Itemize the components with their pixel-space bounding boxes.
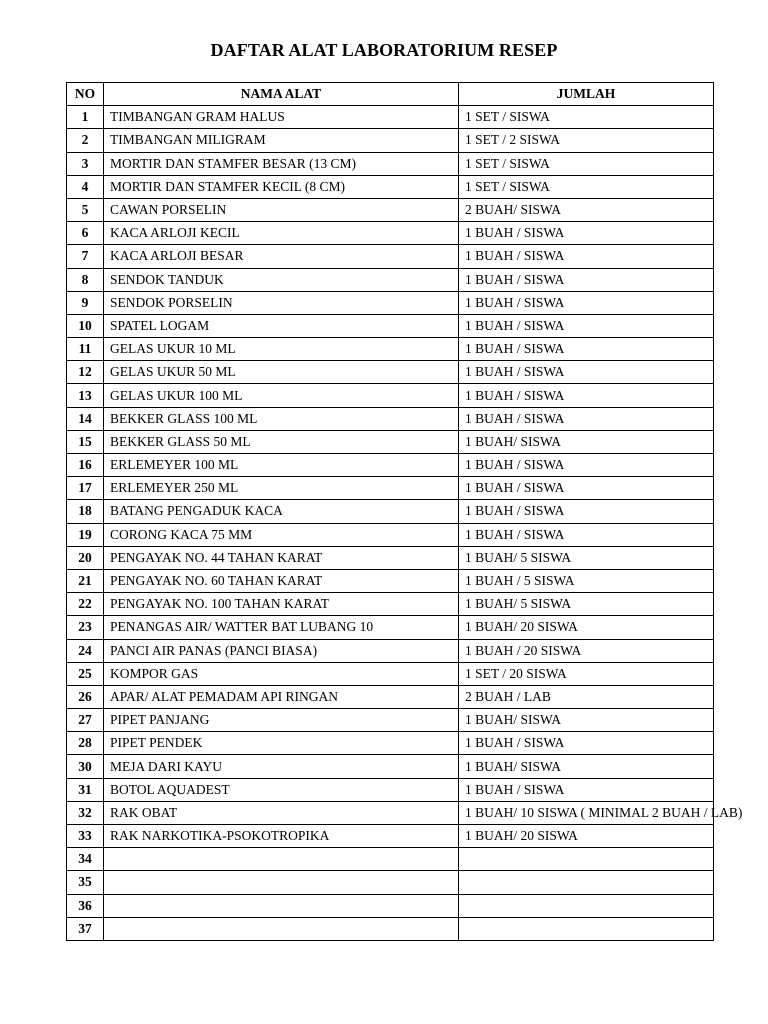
table-row [67, 477, 714, 500]
item-quantity: 2 BUAH / LAB [459, 685, 714, 708]
table-row [67, 384, 714, 407]
item-name: ERLEMEYER 100 ML [104, 454, 459, 477]
item-quantity: 1 BUAH/ 10 SISWA ( MINIMAL 2 BUAH / LAB) [459, 801, 714, 824]
table-row [67, 338, 714, 361]
row-number: 23 [67, 616, 104, 639]
row-number: 15 [67, 430, 104, 453]
item-name: SPATEL LOGAM [104, 314, 459, 337]
item-quantity: 1 BUAH / SISWA [459, 778, 714, 801]
row-number: 33 [67, 825, 104, 848]
item-quantity: 1 BUAH / SISWA [459, 291, 714, 314]
row-number: 1 [67, 106, 104, 129]
item-name: ERLEMEYER 250 ML [104, 477, 459, 500]
item-name: GELAS UKUR 10 ML [104, 338, 459, 361]
row-number: 18 [67, 500, 104, 523]
item-quantity: 1 BUAH / SISWA [459, 477, 714, 500]
row-number: 17 [67, 477, 104, 500]
item-quantity: 1 BUAH/ SISWA [459, 430, 714, 453]
item-name: SENDOK TANDUK [104, 268, 459, 291]
table-row [67, 894, 714, 917]
row-number: 25 [67, 662, 104, 685]
item-name: RAK NARKOTIKA-PSOKOTROPIKA [104, 825, 459, 848]
item-name: KACA ARLOJI BESAR [104, 245, 459, 268]
row-number: 9 [67, 291, 104, 314]
item-quantity: 1 SET / 20 SISWA [459, 662, 714, 685]
table-row [67, 500, 714, 523]
table-row [67, 175, 714, 198]
table-row [67, 848, 714, 871]
table-row [67, 732, 714, 755]
table-row [67, 871, 714, 894]
table-row [67, 314, 714, 337]
table-header-row [67, 83, 714, 106]
item-name: RAK OBAT [104, 801, 459, 824]
item-name: TIMBANGAN GRAM HALUS [104, 106, 459, 129]
item-name: PIPET PENDEK [104, 732, 459, 755]
item-name: CORONG KACA 75 MM [104, 523, 459, 546]
row-number: 26 [67, 685, 104, 708]
item-quantity: 1 SET / SISWA [459, 152, 714, 175]
table-row [67, 616, 714, 639]
row-number: 11 [67, 338, 104, 361]
table-row [67, 662, 714, 685]
row-number: 37 [67, 917, 104, 940]
item-quantity: 1 BUAH/ SISWA [459, 709, 714, 732]
table-row [67, 245, 714, 268]
row-number: 34 [67, 848, 104, 871]
equipment-table [66, 82, 743, 941]
item-name [104, 848, 459, 871]
row-number: 24 [67, 639, 104, 662]
item-name: PENGAYAK NO. 60 TAHAN KARAT [104, 569, 459, 592]
item-quantity: 1 BUAH / SISWA [459, 245, 714, 268]
header-qty: JUMLAH [459, 83, 714, 106]
row-number: 22 [67, 593, 104, 616]
item-quantity [459, 848, 714, 871]
row-number: 4 [67, 175, 104, 198]
row-number: 16 [67, 454, 104, 477]
table-row [67, 569, 714, 592]
row-number: 7 [67, 245, 104, 268]
table-row [67, 106, 714, 129]
item-name: TIMBANGAN MILIGRAM [104, 129, 459, 152]
item-quantity: 1 SET / SISWA [459, 106, 714, 129]
item-name: CAWAN PORSELIN [104, 198, 459, 221]
item-quantity: 1 BUAH/ 5 SISWA [459, 546, 714, 569]
table-row [67, 198, 714, 221]
table-body [67, 106, 743, 941]
header-name: NAMA ALAT [104, 83, 459, 106]
item-name: MEJA DARI KAYU [104, 755, 459, 778]
table-row [67, 430, 714, 453]
item-name: GELAS UKUR 100 ML [104, 384, 459, 407]
item-name: PENGAYAK NO. 100 TAHAN KARAT [104, 593, 459, 616]
item-quantity: 1 BUAH / SISWA [459, 384, 714, 407]
item-quantity [459, 917, 714, 940]
table-row [67, 825, 714, 848]
item-quantity: 1 BUAH/ 20 SISWA [459, 616, 714, 639]
row-number: 30 [67, 755, 104, 778]
row-number: 36 [67, 894, 104, 917]
row-number: 14 [67, 407, 104, 430]
table-row [67, 778, 714, 801]
item-quantity: 1 BUAH / SISWA [459, 523, 714, 546]
row-number: 35 [67, 871, 104, 894]
item-name: PANCI AIR PANAS (PANCI BIASA) [104, 639, 459, 662]
item-quantity: 1 BUAH / SISWA [459, 314, 714, 337]
row-number: 21 [67, 569, 104, 592]
table-row [67, 801, 714, 824]
item-name [104, 917, 459, 940]
item-quantity: 1 BUAH / SISWA [459, 732, 714, 755]
table-row [67, 361, 714, 384]
row-number: 5 [67, 198, 104, 221]
item-quantity: 1 BUAH / SISWA [459, 407, 714, 430]
table-row [67, 268, 714, 291]
item-name: BATANG PENGADUK KACA [104, 500, 459, 523]
item-quantity: 1 BUAH/ 5 SISWA [459, 593, 714, 616]
table-row [67, 546, 714, 569]
item-quantity: 1 BUAH / SISWA [459, 268, 714, 291]
row-number: 31 [67, 778, 104, 801]
item-quantity: 1 SET / SISWA [459, 175, 714, 198]
table-row [67, 755, 714, 778]
item-quantity [459, 871, 714, 894]
table-row [67, 523, 714, 546]
row-number: 2 [67, 129, 104, 152]
table-row [67, 129, 714, 152]
item-quantity: 1 BUAH / 20 SISWA [459, 639, 714, 662]
item-name: SENDOK PORSELIN [104, 291, 459, 314]
item-quantity: 1 BUAH / SISWA [459, 500, 714, 523]
item-quantity: 1 BUAH/ 20 SISWA [459, 825, 714, 848]
item-quantity: 1 BUAH / SISWA [459, 338, 714, 361]
table-row [67, 709, 714, 732]
row-number: 32 [67, 801, 104, 824]
table-row [67, 222, 714, 245]
item-name: MORTIR DAN STAMFER KECIL (8 CM) [104, 175, 459, 198]
item-name [104, 894, 459, 917]
item-quantity: 1 SET / 2 SISWA [459, 129, 714, 152]
table-row [67, 152, 714, 175]
item-name: PIPET PANJANG [104, 709, 459, 732]
item-name: APAR/ ALAT PEMADAM API RINGAN [104, 685, 459, 708]
item-quantity: 1 BUAH/ SISWA [459, 755, 714, 778]
page-title: DAFTAR ALAT LABORATORIUM RESEP [210, 40, 558, 60]
row-number: 8 [67, 268, 104, 291]
row-number: 27 [67, 709, 104, 732]
row-number: 12 [67, 361, 104, 384]
row-number: 3 [67, 152, 104, 175]
item-name [104, 871, 459, 894]
item-quantity: 2 BUAH/ SISWA [459, 198, 714, 221]
item-quantity: 1 BUAH / SISWA [459, 361, 714, 384]
item-name: GELAS UKUR 50 ML [104, 361, 459, 384]
item-name: BEKKER GLASS 100 ML [104, 407, 459, 430]
row-number: 28 [67, 732, 104, 755]
item-name: MORTIR DAN STAMFER BESAR (13 CM) [104, 152, 459, 175]
item-quantity: 1 BUAH / SISWA [459, 222, 714, 245]
item-name: BOTOL AQUADEST [104, 778, 459, 801]
item-name: KOMPOR GAS [104, 662, 459, 685]
item-name: PENGAYAK NO. 44 TAHAN KARAT [104, 546, 459, 569]
item-quantity: 1 BUAH / 5 SISWA [459, 569, 714, 592]
row-number: 19 [67, 523, 104, 546]
item-name: KACA ARLOJI KECIL [104, 222, 459, 245]
table-row [67, 454, 714, 477]
item-name: PENANGAS AIR/ WATTER BAT LUBANG 10 [104, 616, 459, 639]
table-row [67, 593, 714, 616]
header-no: NO [67, 83, 104, 106]
row-number: 13 [67, 384, 104, 407]
table-row [67, 917, 714, 940]
table-row [67, 407, 714, 430]
table-row [67, 291, 714, 314]
item-quantity: 1 BUAH / SISWA [459, 454, 714, 477]
row-number: 10 [67, 314, 104, 337]
table-row [67, 685, 714, 708]
table-row [67, 639, 714, 662]
row-number: 6 [67, 222, 104, 245]
item-name: BEKKER GLASS 50 ML [104, 430, 459, 453]
row-number: 20 [67, 546, 104, 569]
item-quantity [459, 894, 714, 917]
